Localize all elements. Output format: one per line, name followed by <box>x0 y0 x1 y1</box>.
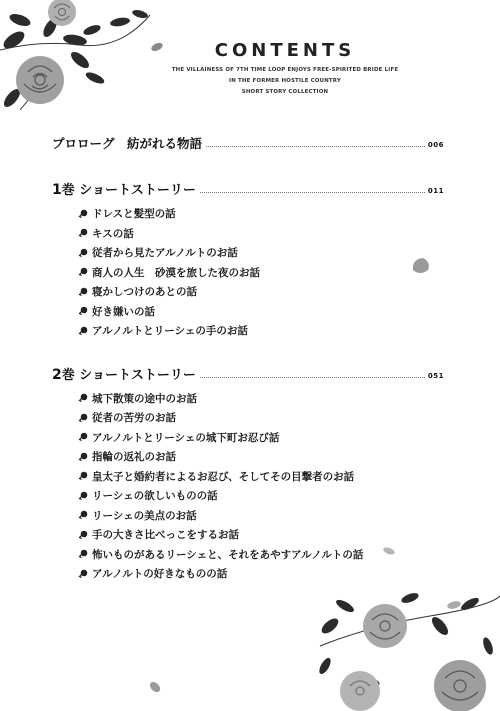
rose-bullet-icon <box>78 452 88 462</box>
story-title: アルノルトとリーシェの城下町お忍び話 <box>92 431 280 444</box>
list-item[interactable] <box>78 302 444 322</box>
story-title: 好き嫌いの話 <box>92 305 155 318</box>
list-item[interactable] <box>78 282 444 302</box>
rose-bouquet-bottom-icon <box>310 586 500 711</box>
story-title: 手の大きさ比べっこをするお話 <box>92 529 239 542</box>
story-title: リーシェの美点のお話 <box>92 509 197 522</box>
list-item[interactable] <box>78 263 444 283</box>
list-item[interactable] <box>78 243 444 263</box>
rose-bullet-icon <box>78 491 88 501</box>
dotted-leader <box>200 192 425 193</box>
list-item[interactable] <box>78 428 444 448</box>
list-item[interactable] <box>78 467 444 487</box>
page-number: 051 <box>427 371 444 380</box>
list-item[interactable] <box>78 545 444 565</box>
toc-entry-volume-1[interactable] <box>52 176 444 198</box>
volume-label: 巻 ショートストーリー <box>61 367 196 383</box>
list-item[interactable] <box>78 486 444 506</box>
subtitle-line-1: THE VILLAINESS OF 7TH TIME LOOP ENJOYS FREE-SPIRITED BRIDE LIFE <box>171 67 399 73</box>
story-title: 指輪の返礼のお話 <box>92 451 176 464</box>
list-item[interactable] <box>78 224 444 244</box>
rose-bullet-icon <box>78 393 88 403</box>
volume-number: 2 <box>52 366 62 383</box>
rose-bullet-icon <box>78 209 88 219</box>
volume-label: 巻 ショートストーリー <box>61 183 196 198</box>
list-item[interactable] <box>78 389 444 409</box>
subtitle-line-2: IN THE FORMER HOSTILE COUNTRY <box>229 78 341 84</box>
table-of-contents <box>52 130 444 584</box>
toc-entry-volume-2[interactable] <box>52 361 444 383</box>
rose-bullet-icon <box>78 326 88 336</box>
story-title: キスの話 <box>92 227 134 240</box>
dotted-leader <box>200 377 425 378</box>
rose-bullet-icon <box>78 287 88 297</box>
rose-bullet-icon <box>78 248 88 258</box>
list-item[interactable] <box>78 408 444 428</box>
subtitle-line-3: SHORT STORY COLLECTION <box>241 89 329 95</box>
page-number: 006 <box>427 141 444 149</box>
list-item[interactable] <box>78 321 444 341</box>
rose-bullet-icon <box>78 471 88 481</box>
story-title: 怖いものがあるリーシェと、それをあやすアルノルトの話 <box>92 548 364 561</box>
story-title: 従者の苦労のお話 <box>92 412 176 425</box>
volume-number: 1 <box>52 182 62 198</box>
rose-bullet-icon <box>78 267 88 277</box>
petal-icon <box>148 680 162 694</box>
story-title: 従者から見たアルノルトのお話 <box>92 247 238 260</box>
list-item[interactable] <box>78 506 444 526</box>
header <box>120 40 450 98</box>
story-title: 皇太子と婚約者によるお忍び、そしてその目撃者のお話 <box>92 470 355 483</box>
rose-bullet-icon <box>78 530 88 540</box>
page-title: CONTENTS <box>214 40 356 61</box>
story-title: ドレスと髪型の話 <box>92 208 176 221</box>
list-item[interactable] <box>78 447 444 467</box>
page-number: 011 <box>427 187 444 195</box>
story-title: 寝かしつけのあとの話 <box>92 286 197 299</box>
dotted-leader <box>206 146 425 147</box>
list-item[interactable] <box>78 525 444 545</box>
rose-bullet-icon <box>78 306 88 316</box>
list-item[interactable] <box>78 564 444 584</box>
list-item[interactable] <box>78 204 444 224</box>
prologue-label: プロローグ 紡がれる物語 <box>52 136 203 151</box>
rose-bullet-icon <box>78 432 88 442</box>
toc-entry-prologue[interactable] <box>52 130 444 152</box>
story-title: リーシェの欲しいものの話 <box>92 490 218 503</box>
rose-bullet-icon <box>78 549 88 559</box>
story-title: 商人の人生 砂漠を旅した夜のお話 <box>92 266 260 279</box>
story-title: 城下散策の途中のお話 <box>92 392 197 405</box>
rose-bullet-icon <box>78 510 88 520</box>
story-title: アルノルトとリーシェの手のお話 <box>92 325 248 338</box>
rose-bullet-icon <box>78 569 88 579</box>
rose-bullet-icon <box>78 413 88 423</box>
story-title: アルノルトの好きなものの話 <box>92 568 228 581</box>
rose-bullet-icon <box>78 228 88 238</box>
